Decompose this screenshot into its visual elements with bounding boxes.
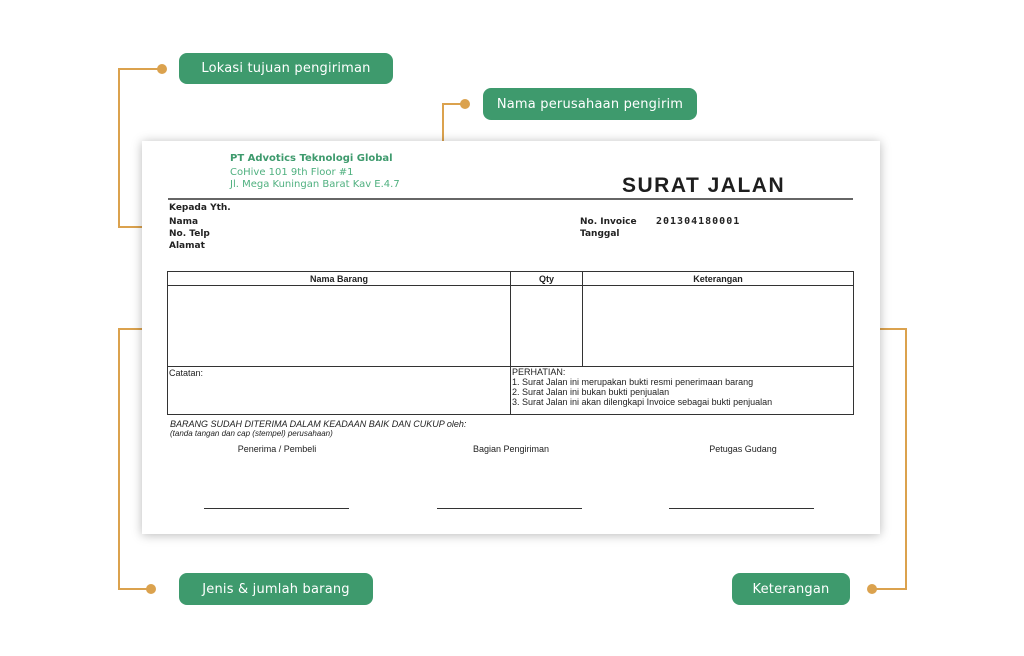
company-address-line2: Jl. Mega Kuningan Barat Kav E.4.7 xyxy=(230,179,400,190)
connector-dot xyxy=(146,584,156,594)
perhatian-item: 2. Surat Jalan ini bukan bukti penjualan xyxy=(512,387,670,397)
callout-lokasi-tujuan: Lokasi tujuan pengiriman xyxy=(179,53,393,84)
document-title: SURAT JALAN xyxy=(622,174,786,197)
recipient-alamat-label: Alamat xyxy=(169,241,205,251)
recipient-telp-label: No. Telp xyxy=(169,229,210,239)
company-name: PT Advotics Teknologi Global xyxy=(230,153,393,164)
acceptance-note: (tanda tangan dan cap (stempel) perusahaan) xyxy=(170,429,333,438)
connector-line xyxy=(118,68,120,228)
col-header-qty: Qty xyxy=(538,274,554,284)
connector-line xyxy=(118,68,162,70)
connector-line xyxy=(872,588,907,590)
signature-line xyxy=(204,508,349,509)
recipient-nama-label: Nama xyxy=(169,217,199,227)
connector-line xyxy=(442,103,462,105)
perhatian-item: 1. Surat Jalan ini merupakan bukti resmi penerimaan barang xyxy=(512,377,754,387)
perhatian-heading: PERHATIAN: xyxy=(512,367,566,377)
tanggal-label: Tanggal xyxy=(580,229,620,239)
signature-line xyxy=(437,508,582,509)
header-divider xyxy=(168,198,853,200)
signature-label-penerima: Penerima / Pembeli xyxy=(237,444,317,454)
perhatian-item: 3. Surat Jalan ini akan dilengkapi Invoice sebagai bukti penjualan xyxy=(512,397,773,407)
callout-nama-perusahaan: Nama perusahaan pengirim xyxy=(483,88,697,120)
connector-dot xyxy=(867,584,877,594)
invoice-number: 201304180001 xyxy=(656,216,741,227)
acceptance-statement: BARANG SUDAH DITERIMA DALAM KEADAAN BAIK DAN CUKUP oleh: xyxy=(170,419,467,429)
col-header-nama-barang: Nama Barang xyxy=(309,274,369,284)
connector-line xyxy=(118,328,120,590)
signature-line xyxy=(669,508,814,509)
signature-label-pengiriman: Bagian Pengiriman xyxy=(472,444,550,454)
connector-line xyxy=(905,328,907,590)
catatan-label: Catatan: xyxy=(169,368,204,378)
invoice-label: No. Invoice xyxy=(580,217,637,227)
signature-label-gudang: Petugas Gudang xyxy=(709,444,777,454)
callout-jenis-jumlah: Jenis & jumlah barang xyxy=(179,573,373,605)
callout-keterangan: Keterangan xyxy=(732,573,850,605)
col-header-keterangan: Keterangan xyxy=(693,274,743,284)
company-address-line1: CoHive 101 9th Floor #1 xyxy=(230,167,354,178)
surat-jalan-document xyxy=(142,141,880,534)
recipient-heading: Kepada Yth. xyxy=(169,203,231,213)
